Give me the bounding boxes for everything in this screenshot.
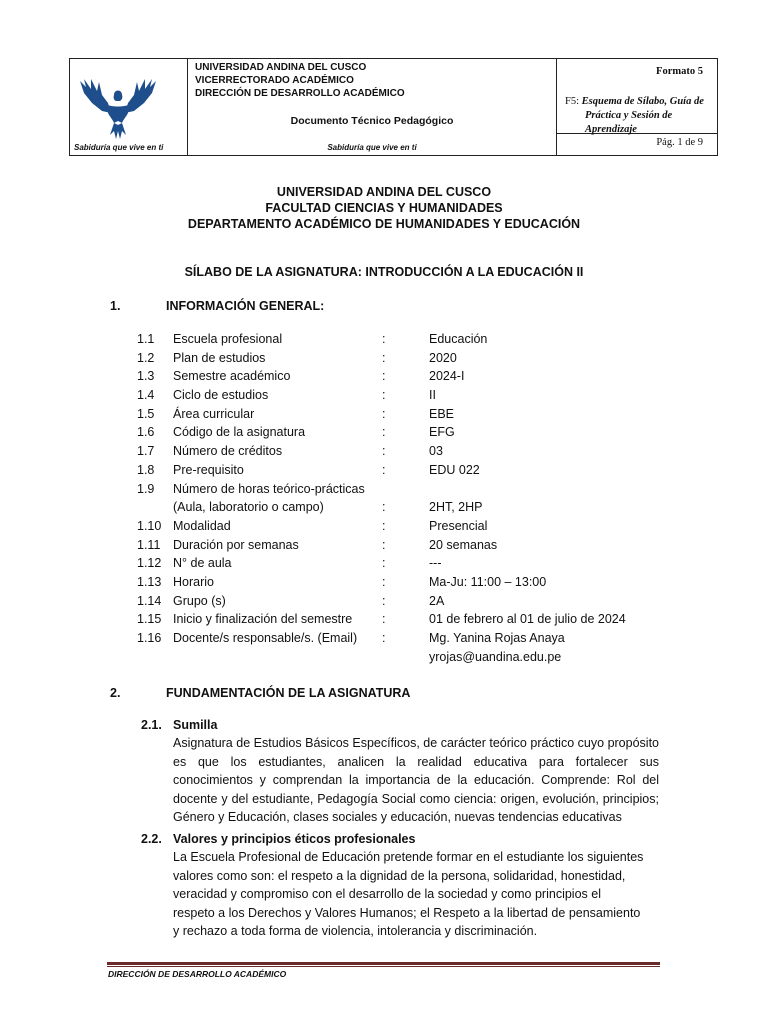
subsection-2-2-heading <box>141 832 415 846</box>
info-label: Plan de estudios <box>173 350 266 365</box>
page-number: Pág. 1 de 9 <box>656 137 703 148</box>
info-number: 1.16 <box>137 631 162 645</box>
document-header-table <box>69 58 718 156</box>
subsection-number: 2.1. <box>141 718 162 732</box>
sumilla-paragraph: Asignatura de Estudios Básicos Específicos, de carácter teórico práctico cuyo propósito es que los estudiantes, analicen la realidad educativa para fortalecer sus conocimientos y comprendan la importancia de la educación. Comprende: Rol del docente y del estudiante, Pedagogía Social como ciencia: origen, evolución, principios; Género y Educación, clases sociales y educación, nuevas tendencias educativas <box>173 736 659 825</box>
info-separator: : <box>382 518 386 533</box>
info-separator: : <box>382 631 386 645</box>
syllabus-title: SÍLABO DE LA ASIGNATURA: INTRODUCCIÓN A LA EDUCACIÓN II <box>184 265 584 279</box>
info-label: N° de aula <box>173 556 232 571</box>
format-desc-line2: Práctica y Sesión de Aprendizaje <box>585 110 673 135</box>
subsection-title: Valores y principios éticos profesionales <box>173 832 416 846</box>
info-label: Número de horas teórico-prácticas <box>173 481 365 496</box>
center-motto: Sabiduría que vive en ti <box>327 143 417 152</box>
logo-motto: Sabiduría que vive en ti <box>74 143 164 152</box>
info-separator: : <box>382 556 386 571</box>
format-desc-line1: Esquema de Sílabo, Guía de <box>581 96 704 107</box>
info-separator: : <box>382 350 386 365</box>
logo-cell <box>70 59 188 155</box>
info-label: (Aula, laboratorio o campo) <box>173 500 324 515</box>
section-number: 1. <box>110 299 121 313</box>
institution-line-university: UNIVERSIDAD ANDINA DEL CUSCO <box>195 62 367 73</box>
info-number: 1.9 <box>137 481 155 496</box>
info-number: 1.1 <box>137 332 155 346</box>
info-value: 2HT, 2HP <box>429 500 483 515</box>
info-value: Mg. Yanina Rojas Anaya <box>429 631 565 645</box>
info-label: Semestre académico <box>173 369 291 384</box>
section-number: 2. <box>110 686 121 700</box>
info-number: 1.8 <box>137 462 155 477</box>
subsection-number: 2.2. <box>141 832 162 846</box>
info-separator: : <box>382 500 386 515</box>
info-email: yrojas@uandina.edu.pe <box>429 649 562 664</box>
info-value: 01 de febrero al 01 de julio de 2024 <box>429 612 626 627</box>
info-value: EBE <box>429 406 455 421</box>
info-number: 1.5 <box>137 406 155 421</box>
info-number: 1.10 <box>137 518 162 533</box>
format-code: F5: <box>565 96 580 107</box>
info-separator: : <box>382 406 386 421</box>
info-value: 03 <box>429 444 443 459</box>
values-line: valores como son: el respeto a la dignidad de la persona, solidaridad, honestidad, <box>173 868 626 883</box>
info-value: 2A <box>429 593 445 608</box>
info-separator: : <box>382 388 386 403</box>
format-label: Formato 5 <box>656 66 703 77</box>
values-line: veracidad y compromiso con el desarrollo de la sociedad y como principios el <box>173 887 601 902</box>
info-label: Código de la asignatura <box>173 425 306 440</box>
values-line: La Escuela Profesional de Educación pretende formar en el estudiante los siguientes <box>173 850 644 864</box>
info-number: 1.4 <box>137 388 155 403</box>
info-value: 20 semanas <box>429 537 498 552</box>
info-value: Presencial <box>429 518 488 533</box>
document-type: Documento Técnico Pedagógico <box>290 115 454 127</box>
institution-line-vicerrectorado: VICERRECTORADO ACADÉMICO <box>195 75 354 86</box>
eagle-logo-icon <box>78 73 158 143</box>
info-number: 1.3 <box>137 369 155 384</box>
info-label: Número de créditos <box>173 444 283 459</box>
info-label: Grupo (s) <box>173 593 226 608</box>
info-separator: : <box>382 369 386 384</box>
info-separator: : <box>382 425 386 440</box>
info-separator: : <box>382 593 386 608</box>
values-line: y rechazo a toda forma de violencia, intolerancia y discriminación. <box>173 924 538 939</box>
format-description <box>565 95 717 137</box>
info-value: Ma-Ju: 11:00 – 13:00 <box>429 574 547 589</box>
values-line: respeto a los Derechos y Valores Humanos; el Respeto a la libertad de pensamiento <box>173 905 641 920</box>
section-title: INFORMACIÓN GENERAL: <box>166 299 325 313</box>
footer-divider-thin <box>107 966 660 967</box>
info-label: Área curricular <box>173 406 255 421</box>
info-number: 1.7 <box>137 444 155 459</box>
info-number: 1.13 <box>137 574 162 589</box>
info-value: EDU 022 <box>429 462 480 477</box>
info-value: II <box>429 388 436 403</box>
info-value: 2020 <box>429 350 457 365</box>
info-label: Inicio y finalización del semestre <box>173 612 353 627</box>
info-number: 1.6 <box>137 425 155 440</box>
info-label: Docente/s responsable/s. (Email) <box>173 631 358 645</box>
title-university: UNIVERSIDAD ANDINA DEL CUSCO <box>276 185 492 199</box>
institution-line-direccion: DIRECCIÓN DE DESARROLLO ACADÉMICO <box>195 88 405 99</box>
info-number: 1.14 <box>137 593 162 608</box>
info-separator: : <box>382 537 386 552</box>
info-label: Modalidad <box>173 518 231 533</box>
section-title: FUNDAMENTACIÓN DE LA ASIGNATURA <box>166 686 411 700</box>
footer-divider <box>107 962 660 965</box>
institution-cell <box>188 59 557 155</box>
info-number: 1.15 <box>137 612 162 627</box>
subsection-title: Sumilla <box>173 718 218 732</box>
footer-label: DIRECCIÓN DE DESARROLLO ACADÉMICO <box>108 969 287 979</box>
info-value: 2024-I <box>429 369 465 384</box>
title-faculty: FACULTAD CIENCIAS Y HUMANIDADES <box>265 201 503 215</box>
info-label: Escuela profesional <box>173 332 283 346</box>
info-separator: : <box>382 612 386 627</box>
info-separator: : <box>382 444 386 459</box>
info-separator: : <box>382 332 386 346</box>
info-value: Educación <box>429 332 488 346</box>
values-paragraph <box>173 848 673 941</box>
format-cell <box>557 59 717 134</box>
info-label: Ciclo de estudios <box>173 388 269 403</box>
info-value: --- <box>429 556 442 571</box>
section-2-heading <box>110 686 410 700</box>
info-label: Pre-requisito <box>173 462 244 477</box>
page-number-cell <box>557 134 717 155</box>
info-separator: : <box>382 574 386 589</box>
document-titles <box>0 184 768 232</box>
info-number: 1.11 <box>137 537 161 552</box>
subsection-2-1-heading <box>141 718 217 732</box>
info-number: 1.2 <box>137 350 155 365</box>
title-department: DEPARTAMENTO ACADÉMICO DE HUMANIDADES Y EDUCACIÓN <box>187 217 581 231</box>
info-label: Horario <box>173 574 214 589</box>
info-label: Duración por semanas <box>173 537 299 552</box>
institution-lines <box>195 61 405 100</box>
info-number: 1.12 <box>137 556 162 571</box>
info-value: EFG <box>429 425 455 440</box>
info-separator: : <box>382 462 386 477</box>
section-1-heading <box>110 299 324 313</box>
